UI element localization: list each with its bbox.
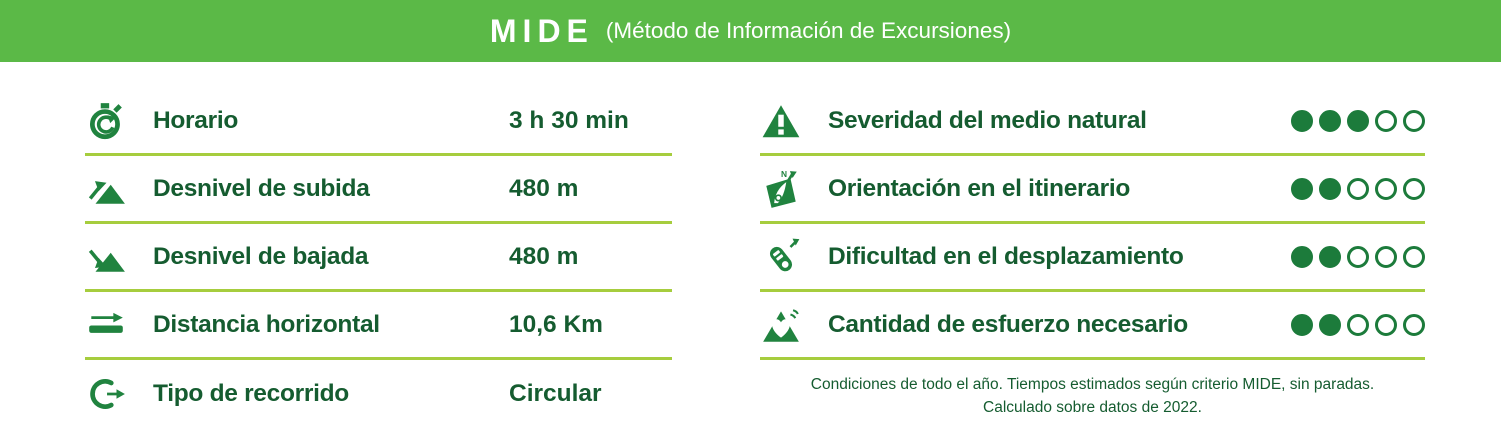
info-value: 480 m — [509, 174, 579, 202]
rating-row — [760, 224, 1425, 292]
rating-row — [760, 88, 1425, 156]
rating-dot — [1347, 246, 1369, 268]
info-row — [85, 360, 672, 428]
horizontal-distance-icon — [85, 304, 127, 346]
header-subtitle: (Método de Información de Excursiones) — [605, 18, 1012, 43]
info-value: 3 h 30 min — [509, 106, 629, 134]
stopwatch-icon — [85, 100, 127, 142]
rating-dot — [1319, 178, 1341, 200]
footer-line-2: Calculado sobre datos de 2022. — [983, 399, 1202, 417]
rating-dot — [1403, 246, 1425, 268]
rating-dot — [1375, 110, 1397, 132]
info-value: 480 m — [509, 242, 579, 270]
info-label: Tipo de recorrido — [153, 380, 349, 407]
rating-dot — [1319, 110, 1341, 132]
mide-logo: MIDE — [489, 12, 594, 49]
info-row — [85, 224, 672, 292]
footer-line-1: Condiciones de todo el año. Tiempos estimados según criterio MIDE, sin paradas. — [810, 376, 1375, 393]
info-value: 10,6 Km — [509, 310, 603, 338]
info-value: Circular — [509, 380, 602, 407]
boot-icon — [760, 236, 802, 278]
rating-dot — [1375, 178, 1397, 200]
rating-dots — [1291, 110, 1425, 132]
rating-label: Dificultad en el desplazamiento — [828, 242, 1184, 270]
rating-row — [760, 292, 1425, 360]
info-column — [85, 88, 672, 428]
map-compass-icon — [760, 168, 802, 210]
rating-dots — [1291, 246, 1425, 268]
route-type-icon — [85, 373, 127, 415]
rating-label: Orientación en el itinerario — [828, 174, 1131, 202]
header-bar — [0, 0, 1501, 62]
rating-dot — [1347, 110, 1369, 132]
rating-dot — [1291, 246, 1313, 268]
rating-dot — [1291, 110, 1313, 132]
rating-dot — [1403, 178, 1425, 200]
rating-dot — [1375, 314, 1397, 336]
rating-dot — [1347, 314, 1369, 336]
info-label: Desnivel de bajada — [153, 242, 369, 270]
info-label: Horario — [153, 106, 239, 134]
rating-dot — [1291, 178, 1313, 200]
rating-column — [760, 88, 1425, 420]
rating-row — [760, 156, 1425, 224]
info-label: Distancia horizontal — [153, 310, 380, 338]
rating-dots — [1291, 178, 1425, 200]
warning-icon — [760, 100, 802, 142]
info-row — [85, 156, 672, 224]
rating-label: Severidad del medio natural — [828, 106, 1147, 134]
descent-icon — [85, 236, 127, 278]
svg-text:N: N — [781, 168, 788, 179]
info-label: Desnivel de subida — [153, 174, 370, 202]
rating-dot — [1291, 314, 1313, 336]
rating-dots — [1291, 314, 1425, 336]
info-row — [85, 88, 672, 156]
rating-dot — [1347, 178, 1369, 200]
ascent-icon — [85, 168, 127, 210]
effort-heart-icon — [760, 304, 802, 346]
rating-dot — [1375, 246, 1397, 268]
rating-dot — [1319, 314, 1341, 336]
rating-label: Cantidad de esfuerzo necesario — [828, 310, 1188, 338]
footer-note — [760, 373, 1425, 420]
info-row — [85, 292, 672, 360]
rating-dot — [1403, 110, 1425, 132]
rating-dot — [1403, 314, 1425, 336]
rating-dot — [1319, 246, 1341, 268]
